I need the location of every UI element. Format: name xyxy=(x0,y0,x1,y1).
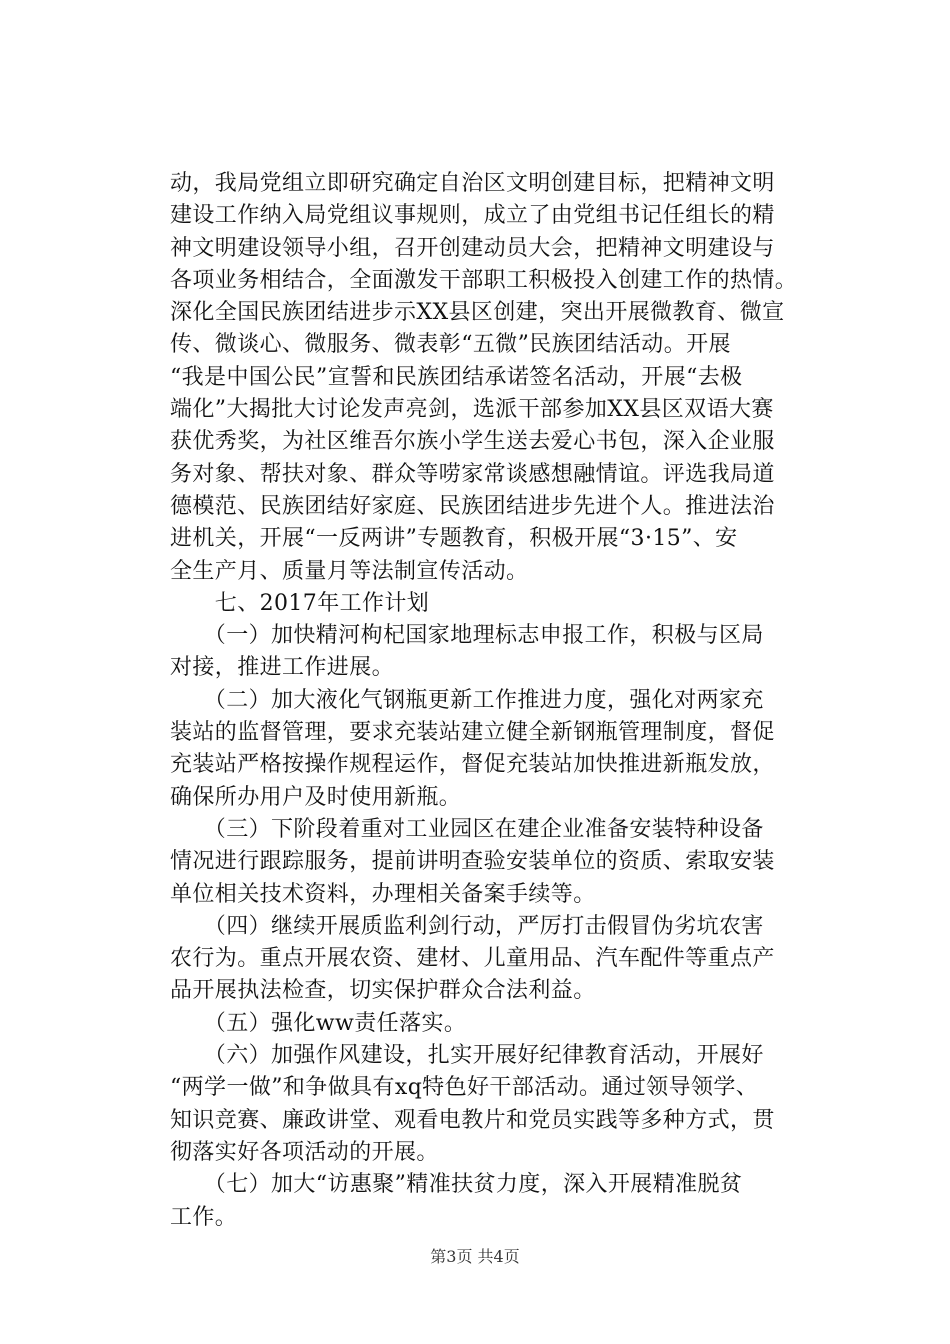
text-line: 彻落实好各项活动的开展。 xyxy=(170,1139,439,1165)
section-heading: 七、2017年工作计划 xyxy=(170,590,430,616)
text-line: 深化全国民族团结进步示XX县区创建，突出开展微教育、微宣 xyxy=(170,300,785,326)
text-line: 情况进行跟踪服务，提前讲明查验安装单位的资质、索取安装 xyxy=(170,849,775,875)
text-line: 务对象、帮扶对象、群众等唠家常谈感想融情谊。评选我局道 xyxy=(170,461,775,487)
text-line: “两学一做”和争做具有xq特色好干部活动。通过领导领学、 xyxy=(170,1075,759,1101)
text-line: （一）加快精河枸杞国家地理标志申报工作，积极与区局 xyxy=(170,623,764,649)
text-line: 充装站严格按操作规程运作，督促充装站加快推进新瓶发放， xyxy=(170,752,775,778)
page-footer xyxy=(0,1244,950,1267)
text-line: （二）加大液化气钢瓶更新工作推进力度，强化对两家充 xyxy=(170,687,764,713)
text-line: 动，我局党组立即研究确定自治区文明创建目标，把精神文明 xyxy=(170,171,775,196)
text-line: 各项业务相结合，全面激发干部职工积极投入创建工作的热情。 xyxy=(170,267,798,293)
text-line: 神文明建设领导小组，召开创建动员大会，把精神文明建设与 xyxy=(170,235,775,261)
text-line: （四）继续开展质监利剑行动，严厉打击假冒伪劣坑农害 xyxy=(170,913,764,939)
text-line: 确保所办用户及时使用新瓶。 xyxy=(170,784,462,810)
page-number: 第3页 共4页 xyxy=(430,1247,520,1266)
text-line: 获优秀奖，为社区维吾尔族小学生送去爱心书包，深入企业服 xyxy=(170,429,775,455)
text-line: 对接，推进工作进展。 xyxy=(170,655,395,681)
text-line: 端化”大揭批大讨论发声亮剑，选派干部参加XX县区双语大赛 xyxy=(170,397,774,423)
text-line: 工作。 xyxy=(170,1204,238,1230)
text-line: （六）加强作风建设，扎实开展好纪律教育活动，开展好 xyxy=(170,1043,764,1069)
text-line: 农行为。重点开展农资、建材、儿童用品、汽车配件等重点产 xyxy=(170,946,775,972)
text-line: 全生产月、质量月等法制宣传活动。 xyxy=(170,558,529,584)
text-line: （三）下阶段着重对工业园区在建企业准备安装特种设备 xyxy=(170,816,764,842)
text-line: 知识竞赛、廉政讲堂、观看电教片和党员实践等多种方式，贯 xyxy=(170,1107,775,1133)
text-line: 德模范、民族团结好家庭、民族团结进步先进个人。推进法治 xyxy=(170,493,775,519)
text-line: 建设工作纳入局党组议事规则，成立了由党组书记任组长的精 xyxy=(170,203,775,229)
text-line: 传、微谈心、微服务、微表彰“五微”民族团结活动。开展 xyxy=(170,332,731,358)
text-line: 单位相关技术资料，办理相关备案手续等。 xyxy=(170,881,596,907)
document-body xyxy=(170,168,860,1234)
text-line: 装站的监督管理，要求充装站建立健全新钢瓶管理制度，督促 xyxy=(170,720,775,746)
text-line: 进机关，开展“一反两讲”专题教育，积极开展“3·15”、安 xyxy=(170,526,738,552)
text-line: 品开展执法检查，切实保护群众合法利益。 xyxy=(170,978,596,1004)
text-line: （七）加大“访惠聚”精准扶贫力度，深入开展精准脱贫 xyxy=(170,1172,743,1198)
text-line: （五）强化ww责任落实。 xyxy=(170,1010,467,1036)
text-line: “我是中国公民”宣誓和民族团结承诺签名活动，开展“去极 xyxy=(170,364,743,390)
